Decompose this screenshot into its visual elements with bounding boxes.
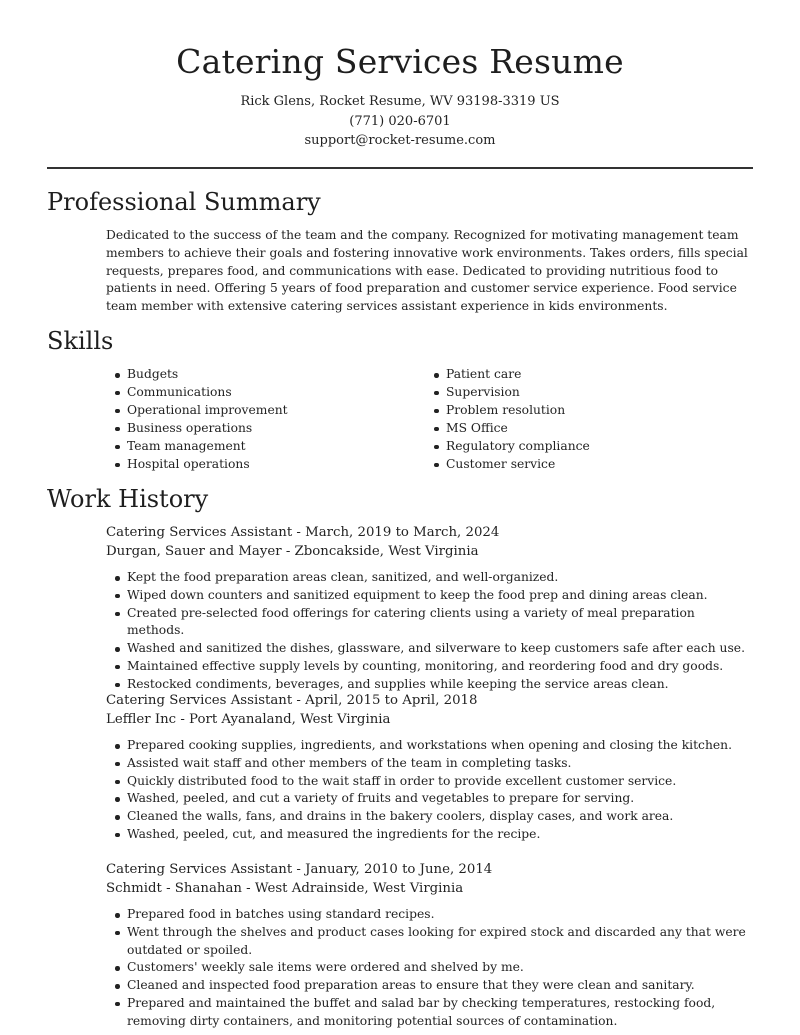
- duty-item: Restocked condiments, beverages, and supplies while keeping the service areas clean.: [106, 676, 756, 694]
- skill-item: Patient care: [425, 366, 725, 384]
- job-company: Schmidt - Shanahan - West Adrainside, West Virginia: [106, 881, 464, 896]
- summary-heading: Professional Summary: [47, 188, 321, 216]
- duty-item: Prepared food in batches using standard recipes.: [106, 906, 756, 924]
- job-company: Leffler Inc - Port Ayanaland, West Virginia: [106, 712, 391, 727]
- skill-item: Hospital operations: [106, 456, 406, 474]
- job-duties: [106, 569, 756, 694]
- skill-item: Business operations: [106, 420, 406, 438]
- skill-item: Communications: [106, 384, 406, 402]
- duty-item: Wiped down counters and sanitized equipment to keep the food prep and dining areas clean.: [106, 587, 756, 605]
- job-title: Catering Services Assistant - March, 2019 to March, 2024: [106, 525, 500, 540]
- skill-item: Regulatory compliance: [425, 438, 725, 456]
- skill-item: Operational improvement: [106, 402, 406, 420]
- header-divider: [47, 167, 753, 169]
- duty-item: Went through the shelves and product cases looking for expired stock and discarded any that were outdated or spoiled.: [106, 924, 756, 960]
- duty-item: Quickly distributed food to the wait staff in order to provide excellent customer service.: [106, 773, 756, 791]
- skill-item: MS Office: [425, 420, 725, 438]
- duty-item: Cleaned and inspected food preparation areas to ensure that they were clean and sanitary.: [106, 977, 756, 995]
- duty-item: Washed and sanitized the dishes, glassware, and silverware to keep customers safe after each use.: [106, 640, 756, 658]
- duty-item: Assisted wait staff and other members of the team in completing tasks.: [106, 755, 756, 773]
- duty-item: Prepared cooking supplies, ingredients, and workstations when opening and closing the kitchen.: [106, 737, 756, 755]
- contact-phone: (771) 020-6701: [349, 113, 451, 129]
- job-title: Catering Services Assistant - January, 2010 to June, 2014: [106, 862, 493, 877]
- job-title: Catering Services Assistant - April, 2015 to April, 2018: [106, 693, 478, 708]
- resume-title: Catering Services Resume: [176, 42, 624, 81]
- duty-item: Kept the food preparation areas clean, sanitized, and well-organized.: [106, 569, 756, 587]
- contact-address: Rick Glens, Rocket Resume, WV 93198-3319 US: [240, 94, 560, 109]
- duty-item: Prepared and maintained the buffet and salad bar by checking temperatures, restocking food, removing dirty containers, and monitoring potential sources of contamination.: [106, 995, 756, 1031]
- job-duties: [106, 906, 756, 1031]
- skill-item: Supervision: [425, 384, 725, 402]
- duty-item: Customers' weekly sale items were ordered and shelved by me.: [106, 959, 756, 977]
- contact-email: support@rocket-resume.com: [304, 133, 496, 148]
- skills-list-right: [425, 366, 725, 473]
- skill-item: Customer service: [425, 456, 725, 474]
- skill-item: Team management: [106, 438, 406, 456]
- skill-item: Budgets: [106, 366, 406, 384]
- summary-text: Dedicated to the success of the team and the company. Recognized for motivating management team members to achieve their goals and fostering innovative work environments. Takes orders, fills special requests, prepares food, and communications with ease. Dedicated to providing nutritious food to patients in need. Offering 5 years of food preparation and customer service experience. Food service team member with extensive catering services assistant experience in kids environments.: [106, 228, 748, 314]
- skill-item: Problem resolution: [425, 402, 725, 420]
- duty-item: Created pre-selected food offerings for catering clients using a variety of meal preparation methods.: [106, 605, 756, 641]
- duty-item: Maintained effective supply levels by counting, monitoring, and reordering food and dry goods.: [106, 658, 756, 676]
- skills-list-left: [106, 366, 406, 473]
- duty-item: Washed, peeled, and cut a variety of fruits and vegetables to prepare for serving.: [106, 790, 756, 808]
- resume-header: [0, 0, 800, 151]
- work-history-heading: Work History: [47, 485, 209, 513]
- job-duties: [106, 737, 756, 844]
- duty-item: Cleaned the walls, fans, and drains in the bakery coolers, display cases, and work area.: [106, 808, 756, 826]
- job-company: Durgan, Sauer and Mayer - Zboncakside, West Virginia: [106, 544, 479, 559]
- skills-heading: Skills: [47, 327, 114, 355]
- contact-info: [0, 92, 800, 151]
- duty-item: Washed, peeled, cut, and measured the ingredients for the recipe.: [106, 826, 756, 844]
